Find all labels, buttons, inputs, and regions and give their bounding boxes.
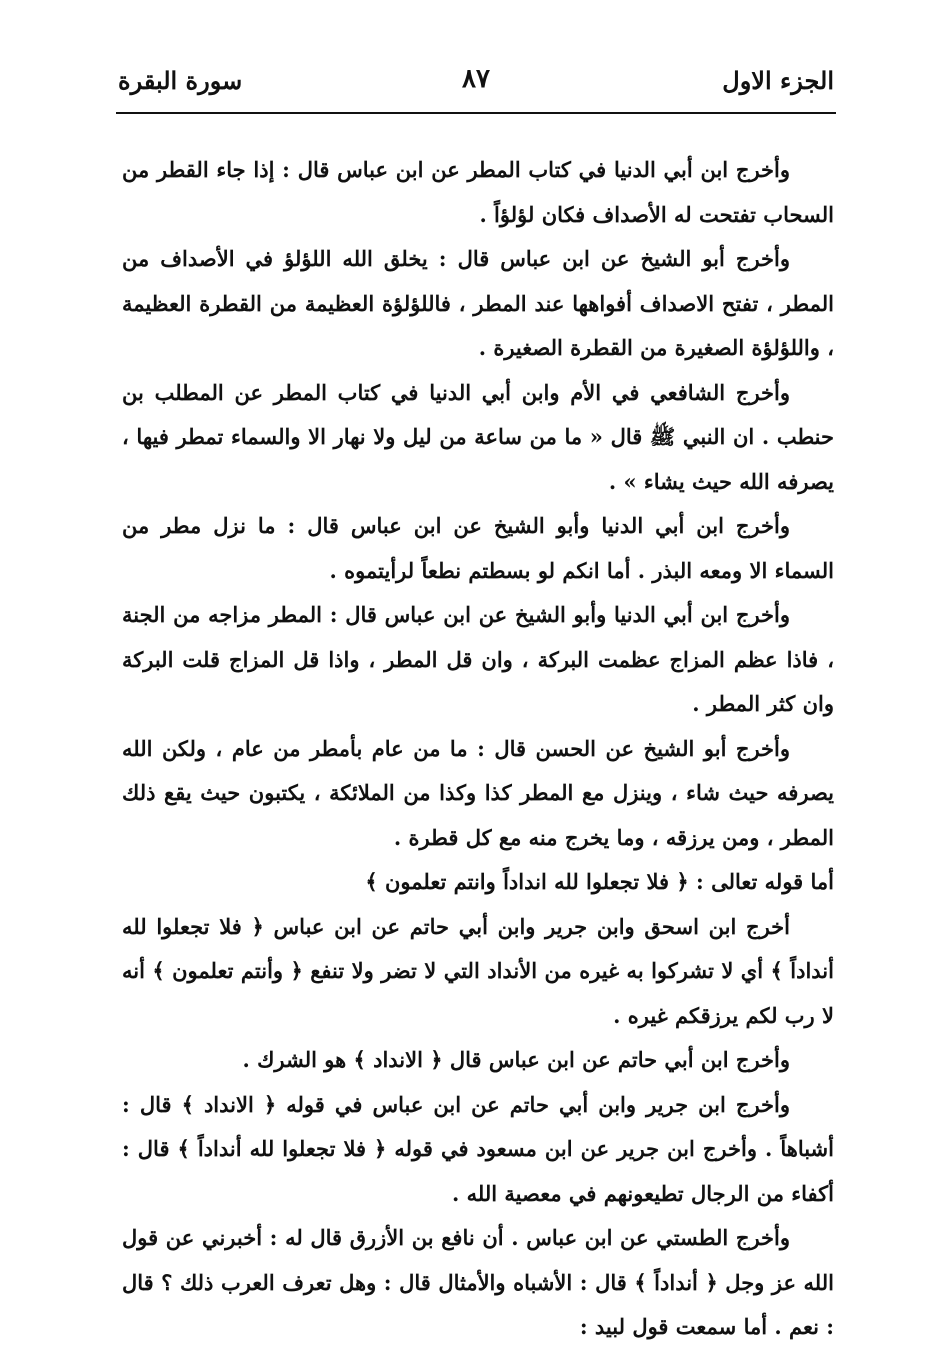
paragraph: أخرج ابن اسحق وابن جرير وابن أبي حاتم عن ابن عباس ﴿ فلا تجعلوا لله أنداداً ﴾ أي لا تشركوا به غيره من الأنداد التي لا تضر ولا تنفع ﴿ وأنتم تعلمون ﴾ أنه لا رب لكم يرزقكم غيره . [122,913,834,1028]
paragraph: وأخرج ابن أبي الدنيا في كتاب المطر عن ابن عباس قال : إذا جاء القطر من السحاب تفتحت له الأصداف فكان لؤلؤاً . [122,157,834,227]
paragraph: وأخرج الطستي عن ابن عباس . أن نافع بن الأزرق قال له : أخبرني عن قول الله عز وجل ﴿ أنداداً ﴾ قال : الأشباه والأمثال قال : وهل تعرف العرب ذلك ؟ قال : نعم . أما سمعت قول لبيد : [122,1225,834,1339]
paragraph: وأخرج الشافعي في الأم وابن أبي الدنيا في كتاب المطر عن المطلب بن حنطب . ان النبي ﷺ قال « ما من ساعة من ليل ولا نهار الا والسماء تمطر فيها ، يصرفه الله حيث يشاء » . [122,379,834,494]
part-title: الجزء الاول [722,66,834,95]
surah-title: سورة البقرة [118,66,243,95]
page-header [118,66,834,106]
page-number: ٨٧ [462,64,490,94]
paragraph: وأخرج أبو الشيخ عن ابن عباس قال : يخلق الله اللؤلؤ في الأصداف من المطر ، تفتح الاصداف أفواهها عند المطر ، فاللؤلؤة العظيمة من القطرة العظيمة ، واللؤلؤة الصغيرة من القطرة الصغيرة . [122,246,834,360]
paragraph: وأخرج ابن جرير وابن أبي حاتم عن ابن عباس في قوله ﴿ الانداد ﴾ قال : أشباهاً . وأخرج ابن جرير عن ابن مسعود في قوله ﴿ فلا تجعلوا لله أنداداً ﴾ قال : أكفاء من الرجال تطيعونهم في معصية الله . [122,1091,834,1206]
paragraph: وأخرج ابن أبي الدنيا وأبو الشيخ عن ابن عباس قال : ما نزل مطر من السماء الا ومعه البذر . أما انكم لو بسطتم نطعاً لرأيتموه . [122,513,834,583]
paragraph: وأخرج ابن أبي حاتم عن ابن عباس قال ﴿ الانداد ﴾ هو الشرك . [242,1047,790,1072]
page-body [122,148,834,1350]
verse-heading: أما قوله تعالى : ﴿ فلا تجعلوا لله انداداً وانتم تعلمون ﴾ [365,869,834,894]
header-rule [116,112,836,114]
paragraph: وأخرج أبو الشيخ عن الحسن قال : ما من عام بأمطر من عام ، ولكن الله يصرفه حيث شاء ، وينزل مع المطر كذا وكذا من الملائكة ، يكتبون حيث يقع ذلك المطر ، ومن يرزقه ، وما يخرج منه مع كل قطرة . [122,735,834,850]
paragraph: وأخرج ابن أبي الدنيا وأبو الشيخ عن ابن عباس قال : المطر مزاجه من الجنة ، فاذا عظم المزاج عظمت البركة ، وان قل المطر ، واذا قل المزاج قلت البركة وان كثر المطر . [122,602,834,716]
